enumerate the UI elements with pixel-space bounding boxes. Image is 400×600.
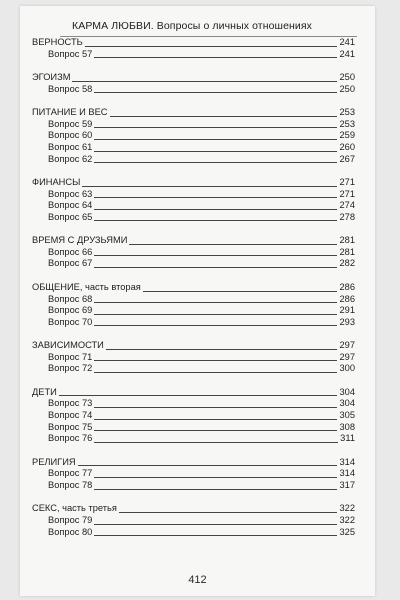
toc-chapter-page-number: 271 bbox=[339, 177, 355, 188]
toc-question-page-number: 278 bbox=[339, 211, 355, 222]
toc-question-entry bbox=[32, 154, 355, 166]
toc-chapter-title: ФИНАНСЫ bbox=[32, 177, 81, 188]
toc-question-title: Вопрос 68 bbox=[48, 293, 93, 304]
toc-question-title: Вопрос 57 bbox=[48, 48, 93, 59]
toc-question-title: Вопрос 71 bbox=[48, 351, 93, 362]
toc-chapter-title: ВРЕМЯ С ДРУЗЬЯМИ bbox=[32, 235, 128, 246]
toc-chapter-entry bbox=[32, 177, 355, 189]
toc-question-entry bbox=[32, 363, 355, 375]
toc-chapter-title: СЕКС, часть третья bbox=[32, 503, 117, 514]
toc-chapter-page-number: 286 bbox=[339, 281, 355, 292]
leader-line bbox=[106, 349, 338, 350]
toc-question-title: Вопрос 59 bbox=[48, 118, 93, 129]
toc-question-title: Вопрос 80 bbox=[48, 526, 93, 537]
leader-line bbox=[94, 407, 337, 408]
toc-question-title: Вопрос 58 bbox=[48, 83, 93, 94]
toc-question-page-number: 291 bbox=[339, 305, 355, 316]
toc-question-page-number: 322 bbox=[339, 515, 355, 526]
toc-question-title: Вопрос 69 bbox=[48, 305, 93, 316]
toc-question-page-number: 314 bbox=[339, 468, 355, 479]
toc-question-title: Вопрос 79 bbox=[48, 515, 93, 526]
toc-chapter-entry bbox=[32, 107, 355, 119]
toc-question-entry bbox=[32, 49, 355, 61]
leader-line bbox=[94, 419, 337, 420]
leader-line bbox=[94, 267, 337, 268]
toc-chapter-entry bbox=[32, 37, 355, 49]
leader-line bbox=[94, 162, 337, 163]
toc-question-title: Вопрос 70 bbox=[48, 316, 93, 327]
toc-question-entry bbox=[32, 352, 355, 364]
toc-chapter-title: ЭГОИЗМ bbox=[32, 72, 71, 83]
toc-question-entry bbox=[32, 200, 355, 212]
toc-question-title: Вопрос 64 bbox=[48, 200, 93, 211]
toc-question-page-number: 317 bbox=[339, 479, 355, 490]
leader-line bbox=[94, 535, 337, 536]
toc-chapter-title: ДЕТИ bbox=[32, 386, 57, 397]
toc-chapter-title: ЗАВИСИМОСТИ bbox=[32, 340, 104, 351]
toc-question-entry bbox=[32, 247, 355, 259]
page-number: 412 bbox=[188, 574, 207, 586]
toc-question-entry bbox=[32, 515, 355, 527]
toc-question-page-number: 267 bbox=[339, 153, 355, 164]
toc-question-entry bbox=[32, 480, 355, 492]
leader-line bbox=[94, 92, 337, 93]
toc-question-entry bbox=[32, 258, 355, 270]
toc-chapter-title: ОБЩЕНИЕ, часть вторая bbox=[32, 281, 141, 292]
toc-question-page-number: 259 bbox=[339, 130, 355, 141]
leader-line bbox=[78, 465, 338, 466]
leader-line bbox=[94, 302, 337, 303]
toc-chapter-entry bbox=[32, 235, 355, 247]
toc-question-page-number: 293 bbox=[339, 316, 355, 327]
toc-question-title: Вопрос 62 bbox=[48, 153, 93, 164]
toc-question-page-number: 311 bbox=[340, 433, 355, 444]
toc-question-page-number: 253 bbox=[339, 118, 355, 129]
toc-chapter-title: ПИТАНИЕ И ВЕС bbox=[32, 107, 108, 118]
toc-question-entry bbox=[32, 468, 355, 480]
toc-question-page-number: 305 bbox=[339, 410, 355, 421]
leader-line bbox=[94, 477, 337, 478]
toc-question-page-number: 260 bbox=[339, 141, 355, 152]
toc-question-entry bbox=[32, 130, 355, 142]
leader-line bbox=[94, 127, 337, 128]
toc-question-title: Вопрос 63 bbox=[48, 188, 93, 199]
toc-chapter-entry bbox=[32, 387, 355, 399]
toc-question-entry bbox=[32, 305, 355, 317]
toc-chapter-page-number: 253 bbox=[339, 107, 355, 118]
leader-line bbox=[129, 244, 337, 245]
leader-line bbox=[143, 291, 338, 292]
leader-line bbox=[94, 57, 337, 58]
toc-question-entry bbox=[32, 410, 355, 422]
toc-question-entry bbox=[32, 527, 355, 539]
toc-question-page-number: 286 bbox=[339, 293, 355, 304]
toc-chapter-title: РЕЛИГИЯ bbox=[32, 456, 76, 467]
leader-line bbox=[94, 220, 337, 221]
toc-question-title: Вопрос 73 bbox=[48, 398, 93, 409]
table-of-contents bbox=[32, 37, 355, 538]
toc-question-title: Вопрос 61 bbox=[48, 141, 93, 152]
leader-line bbox=[82, 186, 337, 187]
toc-chapter-title: ВЕРНОСТЬ bbox=[32, 37, 83, 47]
toc-question-entry bbox=[32, 433, 355, 445]
toc-question-page-number: 300 bbox=[339, 363, 355, 374]
leader-line bbox=[110, 116, 338, 117]
toc-chapter-entry bbox=[32, 457, 355, 469]
leader-line bbox=[94, 430, 337, 431]
leader-line bbox=[85, 46, 338, 47]
toc-chapter-entry bbox=[32, 72, 355, 84]
toc-question-entry bbox=[32, 422, 355, 434]
toc-question-entry bbox=[32, 317, 355, 329]
toc-question-entry bbox=[32, 398, 355, 410]
toc-chapter-page-number: 304 bbox=[339, 386, 355, 397]
leader-line bbox=[119, 512, 338, 513]
toc-question-entry bbox=[32, 84, 355, 96]
leader-line bbox=[94, 489, 337, 490]
leader-line bbox=[94, 197, 337, 198]
toc-question-title: Вопрос 75 bbox=[48, 421, 93, 432]
toc-question-entry bbox=[32, 189, 355, 201]
leader-line bbox=[94, 209, 337, 210]
leader-line bbox=[94, 372, 337, 373]
toc-question-title: Вопрос 65 bbox=[48, 211, 93, 222]
running-header: КАРМА ЛЮБВИ. Вопросы о личных отношениях bbox=[72, 20, 313, 32]
leader-line bbox=[94, 442, 338, 443]
toc-question-title: Вопрос 74 bbox=[48, 410, 93, 421]
toc-question-page-number: 281 bbox=[339, 246, 355, 257]
toc-question-title: Вопрос 78 bbox=[48, 479, 93, 490]
toc-chapter-entry bbox=[32, 282, 355, 294]
toc-question-page-number: 308 bbox=[339, 421, 355, 432]
toc-chapter-page-number: 314 bbox=[339, 456, 355, 467]
toc-question-page-number: 297 bbox=[339, 351, 355, 362]
toc-question-page-number: 250 bbox=[339, 83, 355, 94]
toc-question-entry bbox=[32, 142, 355, 154]
toc-question-page-number: 282 bbox=[339, 258, 355, 269]
leader-line bbox=[59, 395, 338, 396]
toc-question-title: Вопрос 77 bbox=[48, 468, 93, 479]
book-page bbox=[20, 6, 375, 596]
leader-line bbox=[94, 314, 337, 315]
toc-question-page-number: 304 bbox=[339, 398, 355, 409]
toc-question-page-number: 271 bbox=[339, 188, 355, 199]
toc-question-entry bbox=[32, 119, 355, 131]
leader-line bbox=[72, 81, 337, 82]
toc-chapter-page-number: 250 bbox=[339, 72, 355, 83]
toc-question-page-number: 241 bbox=[339, 48, 355, 59]
toc-question-entry bbox=[32, 212, 355, 224]
toc-chapter-page-number: 297 bbox=[339, 340, 355, 351]
leader-line bbox=[94, 325, 337, 326]
toc-question-page-number: 274 bbox=[339, 200, 355, 211]
toc-chapter-entry bbox=[32, 503, 355, 515]
toc-chapter-page-number: 322 bbox=[339, 503, 355, 514]
toc-chapter-entry bbox=[32, 340, 355, 352]
toc-question-title: Вопрос 60 bbox=[48, 130, 93, 141]
toc-chapter-page-number: 281 bbox=[339, 235, 355, 246]
toc-question-title: Вопрос 72 bbox=[48, 363, 93, 374]
toc-question-title: Вопрос 76 bbox=[48, 433, 93, 444]
leader-line bbox=[94, 151, 337, 152]
leader-line bbox=[94, 139, 337, 140]
leader-line bbox=[94, 524, 337, 525]
toc-question-entry bbox=[32, 294, 355, 306]
leader-line bbox=[94, 255, 337, 256]
toc-question-title: Вопрос 66 bbox=[48, 246, 93, 257]
toc-chapter-page-number: 241 bbox=[339, 37, 355, 47]
leader-line bbox=[94, 360, 337, 361]
toc-question-page-number: 325 bbox=[339, 526, 355, 537]
toc-question-title: Вопрос 67 bbox=[48, 258, 93, 269]
